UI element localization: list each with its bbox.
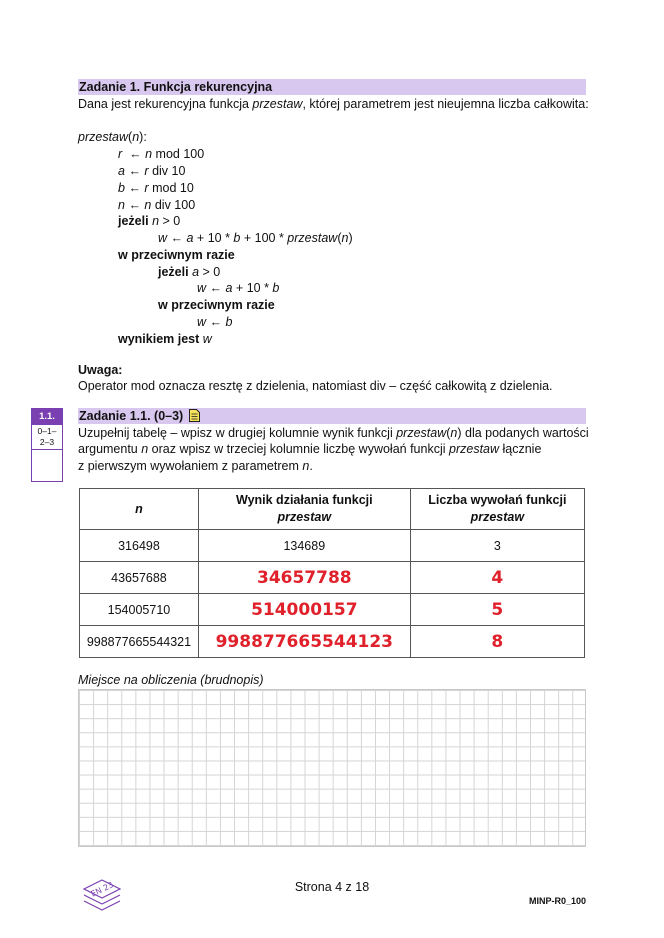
scratch-grid[interactable] — [78, 689, 586, 847]
cell-result-answer[interactable] — [198, 562, 410, 594]
subtask-title: Zadanie 1.1. (0–3) — [78, 408, 586, 424]
handwritten-answer: 8 — [491, 631, 504, 652]
table-row — [80, 594, 585, 626]
code-if-2: jeżeli a > 0 — [158, 265, 221, 279]
code-line-2: a ← r div 10 — [118, 164, 186, 178]
header-n: n — [80, 489, 199, 530]
handwritten-answer: 514000157 — [251, 599, 358, 620]
cell-n: 43657688 — [80, 562, 199, 594]
table-row — [80, 626, 585, 658]
document-code: MINP-R0_100 — [528, 896, 586, 906]
handwritten-answer: 5 — [491, 599, 504, 620]
task-intro: Dana jest rekurencyjna funkcja przestaw, której parametrem jest nieujemna liczba całkowita: — [78, 97, 589, 111]
cell-n: 998877665544321 — [80, 626, 199, 658]
score-number: 1.1. — [32, 409, 62, 425]
note-text: Operator mod oznacza resztę z dzielenia, natomiast div – część całkowitą z dzielenia. — [78, 379, 553, 393]
subtask-line-1: Uzupełnij tabelę – wpisz w drugiej kolumnie wynik funkcji przestaw(n) dla podanych wartości — [78, 426, 589, 440]
cell-calls-answer[interactable] — [410, 626, 584, 658]
cell-result: 134689 — [198, 530, 410, 562]
code-line-1: r ← n mod 100 — [118, 147, 205, 161]
score-points: 0–1– 2–3 — [32, 425, 62, 450]
code-header: przestaw(n): — [78, 130, 147, 144]
table-row — [80, 562, 585, 594]
subtask-line-2: argumentu n oraz wpisz w trzeciej kolumnie liczbę wywołań funkcji przestaw łącznie — [78, 442, 542, 456]
handwritten-answer: 998877665544123 — [215, 631, 394, 652]
code-else: w przeciwnym razie — [118, 248, 235, 262]
code-else-2: w przeciwnym razie — [158, 298, 275, 312]
task-title: Zadanie 1. Funkcja rekurencyjna — [78, 79, 586, 95]
handwritten-answer: 4 — [491, 567, 504, 588]
code-assign-w2: w ← a + 10 * b — [197, 281, 280, 295]
code-line-4: n ← n div 100 — [118, 198, 196, 212]
table-row — [80, 530, 585, 562]
score-box — [31, 408, 63, 482]
logo-text: EN 23 — [89, 880, 115, 899]
cell-calls-answer[interactable] — [410, 562, 584, 594]
header-result: Wynik działania funkcji przestaw — [198, 489, 410, 530]
subtask-line-3: z pierwszym wywołaniem z parametrem n. — [78, 459, 313, 473]
cell-calls: 3 — [410, 530, 584, 562]
note-title: Uwaga: — [78, 363, 123, 377]
cell-result-answer[interactable] — [198, 594, 410, 626]
code-assign-w3: w ← b — [197, 315, 233, 329]
table-header-row — [80, 489, 585, 530]
cell-n: 316498 — [80, 530, 199, 562]
results-table — [79, 488, 585, 658]
code-if: jeżeli n > 0 — [118, 214, 181, 228]
scratch-label: Miejsce na obliczenia (brudnopis) — [78, 673, 264, 687]
cell-result-answer[interactable] — [198, 626, 410, 658]
page-number: Strona 4 z 18 — [294, 880, 370, 894]
code-result: wynikiem jest w — [118, 332, 212, 346]
code-line-3: b ← r mod 10 — [118, 181, 194, 195]
header-calls: Liczba wywołań funkcji przestaw — [410, 489, 584, 530]
cell-calls-answer[interactable] — [410, 594, 584, 626]
handwritten-answer: 34657788 — [256, 567, 352, 588]
document-icon — [189, 409, 200, 422]
cell-n: 154005710 — [80, 594, 199, 626]
code-assign-w1: w ← a + 10 * b + 100 * przestaw(n) — [158, 231, 353, 245]
